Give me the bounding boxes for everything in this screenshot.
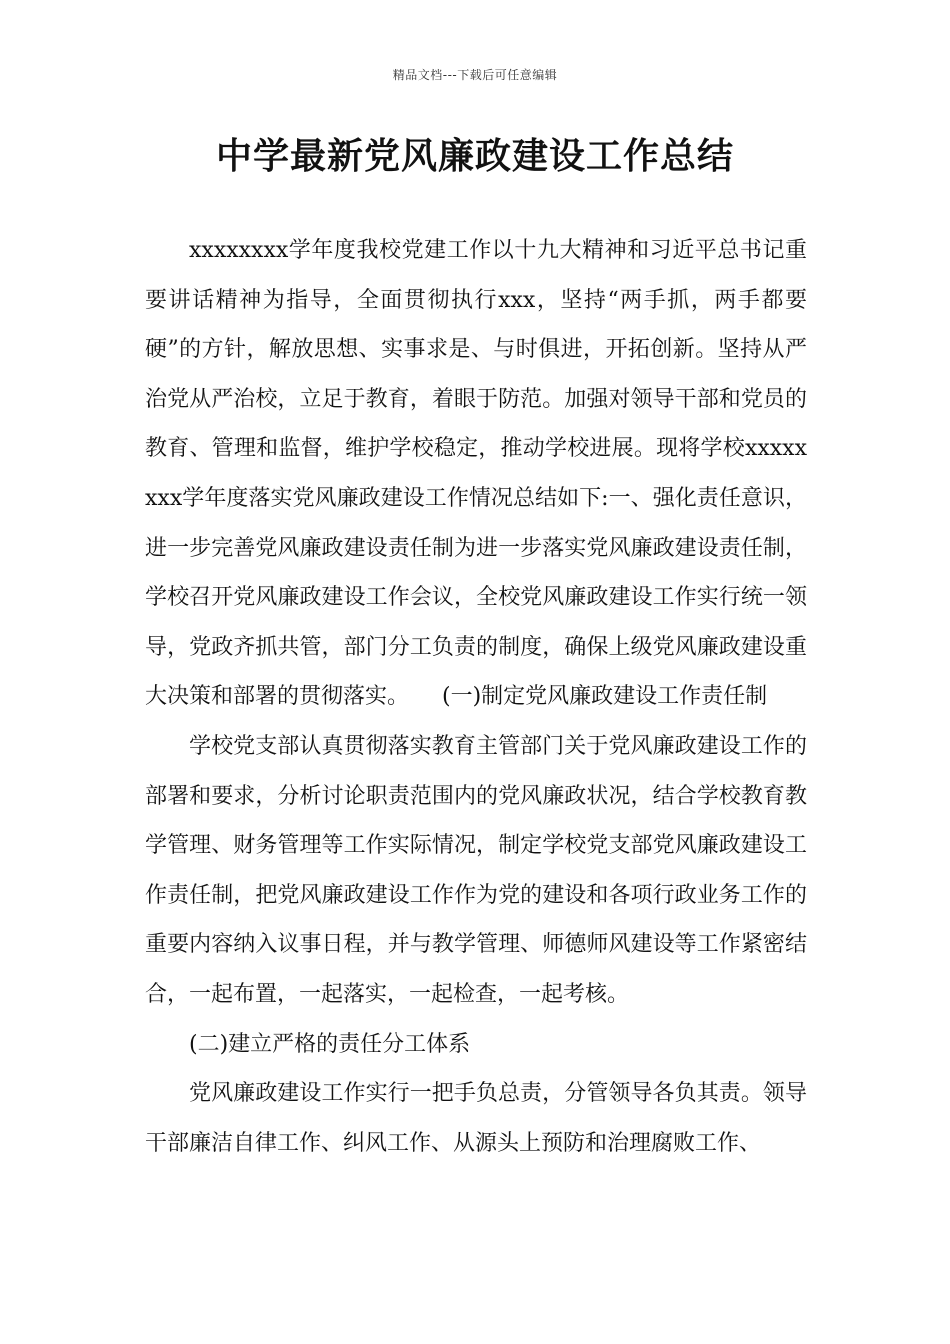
paragraph-1: xxxxxxxx学年度我校党建工作以十九大精神和习近平总书记重要讲话精神为指导，全面贯彻执行xxx，坚持“两手抓，两手都要硬”的方针，解放思想、实事求是、与时俱进，开拓创新。坚持从严治党从严治校，立足于教育，着眼于防范。加强对领导干部和党员的教育、管理和监督，维护学校稳定，推动学校进展。现将学校xxxxxxxx学年度落实党风廉政建设工作情况总结如下:一、强化责任意识，进一步完善党风廉政建设责任制为进一步落实党风廉政建设责任制，学校召开党风廉政建设工作会议，全校党风廉政建设工作实行统一领导，党政齐抓共管，部门分工负责的制度，确保上级党风廉政建设重大决策和部署的贯彻落实。 (一)制定党风廉政建设工作责任制 xyxy=(145,238,807,710)
paragraph-3: 党风廉政建设工作实行一把手负总责，分管领导各负其责。领导干部廉洁自律工作、纠风工作、从源头上预防和治理腐败工作、 xyxy=(145,1081,807,1156)
document-body xyxy=(145,226,807,1168)
paragraph-2: 学校党支部认真贯彻落实教育主管部门关于党风廉政建设工作的部署和要求，分析讨论职责范围内的党风廉政状况，结合学校教育教学管理、财务管理等工作实际情况，制定学校党支部党风廉政建设工作责任制，把党风廉政建设工作作为党的建设和各项行政业务工作的重要内容纳入议事日程，并与教学管理、师德师风建设等工作紧密结合，一起布置，一起落实，一起检查，一起考核。 xyxy=(145,733,807,1007)
page-header: 精品文档---下载后可任意编辑 xyxy=(392,68,558,82)
section-heading-2: (二)建立严格的责任分工体系 xyxy=(189,1031,471,1057)
document-title: 中学最新党风廉政建设工作总结 xyxy=(215,136,734,177)
